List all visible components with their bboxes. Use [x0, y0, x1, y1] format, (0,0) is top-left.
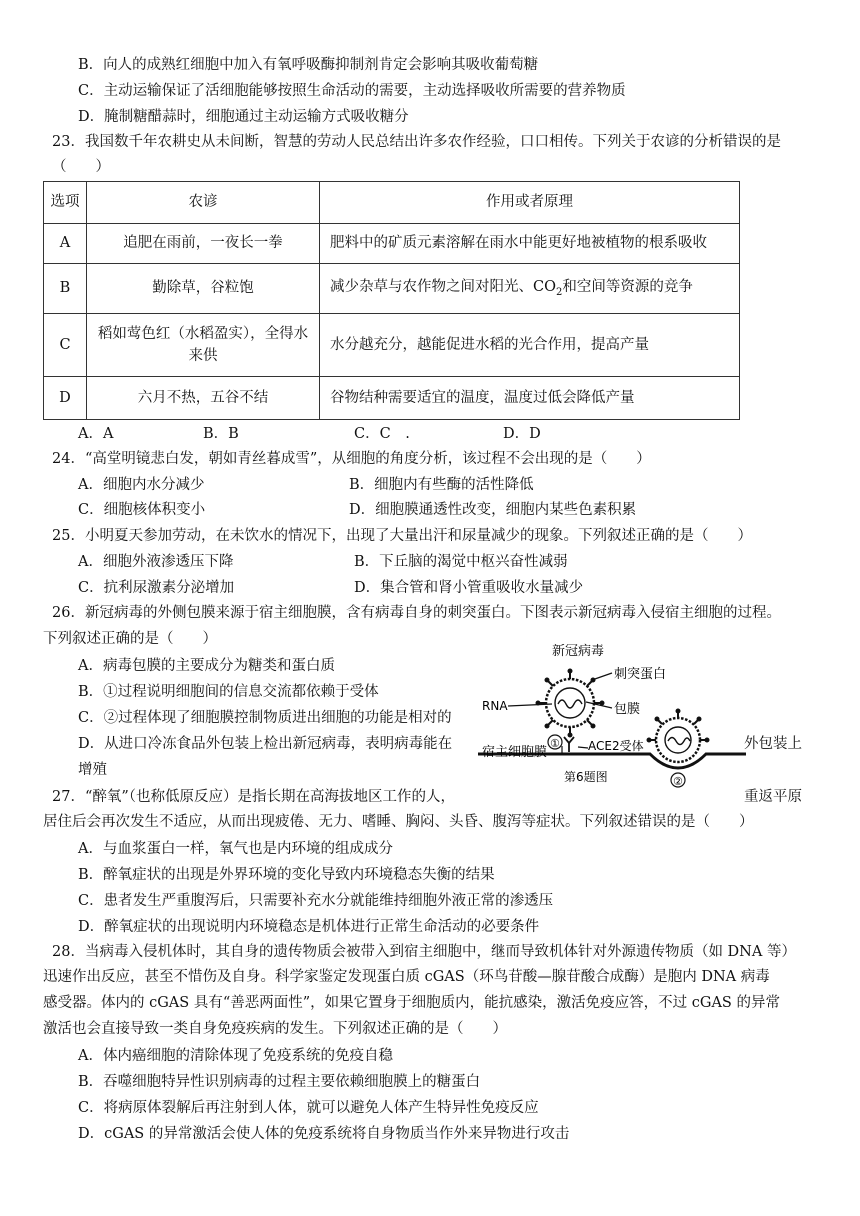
q24-option-c: C．细胞核体积变小 [78, 502, 206, 518]
ace2-receptor-icon [564, 737, 574, 752]
table-row [44, 224, 740, 264]
figure-caption: 第6题图 [564, 770, 608, 784]
row-label: D [44, 377, 87, 420]
q26-option-c: C．②过程体现了细胞膜控制物质进出细胞的功能是相对的 [78, 710, 452, 726]
q23-choice-c: C．C . [354, 426, 410, 442]
q28-option-a: A．体内癌细胞的清除体现了免疫系统的免疫自稳 [78, 1048, 393, 1064]
q23-choice-d: D．D [503, 426, 541, 442]
virus-entering-icon [647, 709, 710, 763]
q25-stem: 25．小明夏天参加劳动，在未饮水的情况下，出现了大量出汗和尿量减少的现象。下列叙述正确的是（ ） [52, 528, 752, 544]
q28-stem-line2: 迅速作出反应，甚至不惜伤及自身。科学家鉴定发现蛋白质 cGAS（环鸟苷酸—腺苷酸合成酶）是胞内 DNA 病毒 [43, 969, 770, 985]
figure-title: 新冠病毒 [552, 644, 605, 659]
q27-stem-tail: 重返平原 [744, 789, 802, 805]
q26-option-d: D．从进口冷冻食品外包装上检出新冠病毒，表明病毒能在 [78, 736, 453, 752]
q28-stem-line3: 感受器。体内的 cGAS 具有“善恶两面性”，如果它置身于细胞质内，能抗感染，激活免疫应答，不过 cGAS 的异常 [43, 995, 780, 1011]
header-proverb: 农谚 [87, 182, 320, 224]
q22-option-b: B．向人的成熟红细胞中加入有氧呼吸酶抑制剂肯定会影响其吸收葡萄糖 [78, 57, 539, 73]
q27-stem-cont: 居住后会再次发生不适应，从而出现疲倦、无力、嗜睡、胸闷、头昏、腹泻等症状。下列叙述错误的是（ ） [43, 814, 754, 830]
q25-option-d: D．集合管和肾小管重吸收水量减少 [354, 580, 584, 596]
header-option: 选项 [44, 182, 87, 224]
step-1-label: ① [550, 737, 560, 750]
q26-option-d-tail: 外包装上 [744, 736, 802, 752]
table-row [44, 264, 740, 314]
q25-option-b: B．下丘脑的渴觉中枢兴奋性减弱 [354, 554, 568, 570]
q23-stem: 23．我国数千年农耕史从未间断，智慧的劳动人民总结出许多农作经验，口口相传。下列关于农谚的分析错误的是 [52, 134, 781, 150]
q24-option-d: D．细胞膜通透性改变，细胞内某些色素积累 [349, 502, 637, 518]
q28-option-d: D．cGAS 的异常激活会使人体的免疫系统将自身物质当作外来异物进行攻击 [78, 1126, 570, 1142]
header-principle: 作用或者原理 [320, 182, 740, 224]
row-proverb: 勤除草，谷粒饱 [87, 264, 320, 314]
row-principle: 谷物结种需要适宜的温度，温度过低会降低产量 [320, 377, 740, 420]
q26-option-a: A．病毒包膜的主要成分为糖类和蛋白质 [78, 658, 335, 674]
row-proverb: 追肥在雨前，一夜长一拳 [87, 224, 320, 264]
q27-option-b: B．醉氧症状的出现是外界环境的变化导致内环境稳态失衡的结果 [78, 867, 495, 883]
rna-label: RNA [482, 699, 508, 713]
envelope-label: 包膜 [614, 702, 641, 717]
row-label: A [44, 224, 87, 264]
table-row [44, 377, 740, 420]
q22-option-c: C．主动运输保证了活细胞能够按照生命活动的需要，主动选择吸收所需要的营养物质 [78, 83, 626, 99]
q27-option-a: A．与血浆蛋白一样，氧气也是内环境的组成成分 [78, 841, 393, 857]
row-proverb: 稻如莺色红（水稻盈实），全得水来供 [87, 314, 320, 377]
q27-stem: 27．“醉氧”（也称低原反应）是指长期在高海拔地区工作的人， [52, 789, 456, 805]
q22-option-d: D．腌制糖醋蒜时，细胞通过主动运输方式吸收糖分 [78, 109, 409, 125]
table-header-row [44, 182, 740, 224]
q23-choice-b: B．B [203, 426, 239, 442]
spike-protein-label: 刺突蛋白 [614, 667, 667, 682]
row-principle: 肥料中的矿质元素溶解在雨水中能更好地被植物的根系吸收 [320, 224, 740, 264]
principle-part2: 和空间等资源的竞争 [562, 278, 693, 295]
proverb-table [43, 181, 740, 420]
q24-option-a: A．细胞内水分减少 [78, 477, 205, 493]
principle-part1: 减少杂草与农作物之间对阳光、CO [330, 278, 556, 295]
q23-choice-a: A．A [78, 426, 114, 442]
table-row [44, 314, 740, 377]
co2-subscript: 2 [555, 286, 563, 298]
q27-option-d: D．醉氧症状的出现说明内环境稳态是机体进行正常生命活动的必要条件 [78, 919, 540, 935]
q26-stem-cont: 下列叙述正确的是（ ） [43, 631, 217, 647]
q28-stem-line4: 激活也会直接导致一类自身免疫疾病的发生。下列叙述正确的是（ ） [43, 1021, 507, 1037]
row-principle: 水分越充分，越能促进水稻的光合作用，提高产量 [320, 314, 740, 377]
row-label: B [44, 264, 87, 314]
q26-stem: 26．新冠病毒的外侧包膜来源于宿主细胞膜，含有病毒自身的刺突蛋白。下图表示新冠病毒入侵宿主细胞的过程。 [52, 605, 781, 621]
q24-option-b: B．细胞内有些酶的活性降低 [349, 477, 534, 493]
q28-option-c: C．将病原体裂解后再注射到人体，就可以避免人体产生特异性免疫反应 [78, 1100, 539, 1116]
host-membrane-label: 宿主细胞膜 [482, 745, 548, 760]
q23-stem-bracket: （ ） [52, 159, 110, 175]
q27-option-c: C．患者发生严重腹泻后，只需要补充水分就能维持细胞外液正常的渗透压 [78, 893, 554, 909]
q25-option-c: C．抗利尿激素分泌增加 [78, 580, 235, 596]
q24-stem: 24．“高堂明镜悲白发，朝如青丝暮成雪”，从细胞的角度分析，该过程不会出现的是（ ） [52, 451, 651, 467]
q28-stem-line1: 28．当病毒入侵机体时，其自身的遗传物质会被带入到宿主细胞中，继而导致机体针对外源遗传物质（如 DNA 等） [52, 944, 796, 960]
q28-option-b: B．吞噬细胞特异性识别病毒的过程主要依赖细胞膜上的糖蛋白 [78, 1074, 481, 1090]
row-proverb: 六月不热，五谷不结 [87, 377, 320, 420]
virus-entry-figure [478, 636, 748, 796]
q26-option-d-cont: 增殖 [78, 762, 107, 778]
q26-option-b: B．①过程说明细胞间的信息交流都依赖于受体 [78, 684, 379, 700]
receptor-label: ACE2受体 [588, 739, 644, 753]
row-principle [320, 264, 740, 314]
q25-option-a: A．细胞外液渗透压下降 [78, 554, 234, 570]
row-label: C [44, 314, 87, 377]
step-2-label: ② [673, 775, 683, 788]
